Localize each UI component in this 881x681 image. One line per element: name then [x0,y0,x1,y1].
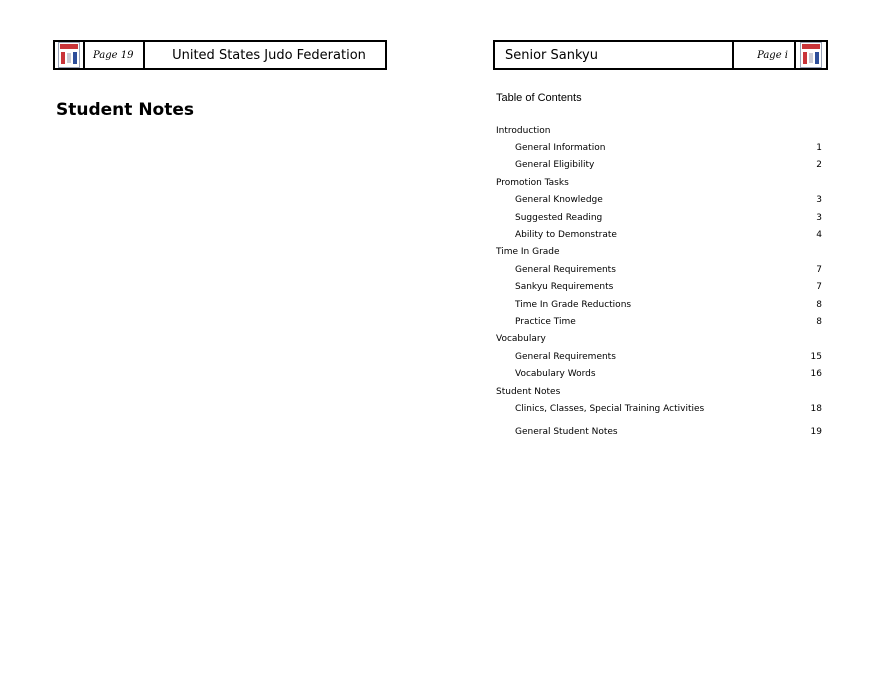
toc-entry-page: 18 [810,403,822,414]
toc-title: Table of Contents [496,92,582,104]
right-header-title: Senior Sankyu [505,47,598,63]
toc-entry-page: 3 [816,212,822,223]
left-header-title-cell [145,42,385,68]
toc-entry-page: 7 [816,264,822,275]
toc-entry[interactable] [496,209,822,226]
toc-entry-page: 1 [816,143,822,154]
toc-entry-label: Introduction [496,125,551,136]
toc-entry-label: General Requirements [515,264,616,275]
toc-section[interactable] [496,383,822,400]
toc-entry-page: 19 [810,427,822,438]
toc-entry-label: Time In Grade [496,247,560,258]
toc-entry-label: Suggested Reading [515,212,603,223]
toc-entry-label: General Knowledge [515,195,603,206]
toc-entry-page: 4 [816,230,822,241]
right-header-title-cell [495,42,734,68]
toc-entry-page: 16 [810,369,822,380]
left-page-header [53,40,387,70]
toc-entry-label: Vocabulary Words [515,369,596,380]
left-header-title: United States Judo Federation [172,47,366,63]
toc-entry-label: Sankyu Requirements [515,282,614,293]
usjf-emblem-icon [800,42,822,68]
toc-entry-page: 3 [816,195,822,206]
toc-section[interactable] [496,122,822,139]
right-page-number-cell [734,42,796,68]
toc-entry-label: Student Notes [496,386,561,397]
toc-entry-label: Time In Grade Reductions [515,299,632,310]
toc-section[interactable] [496,331,822,348]
toc-entry-label: General Information [515,143,606,154]
toc-entry-page: 15 [810,351,822,362]
toc-entry-label: General Student Notes [515,427,618,438]
toc-entry-page: 8 [816,299,822,310]
right-page-header [493,40,828,70]
toc-entry[interactable] [496,261,822,278]
toc-entry[interactable] [496,424,822,441]
toc-entry[interactable] [496,157,822,174]
toc-entry[interactable] [496,139,822,156]
left-page-number-cell [85,42,145,68]
toc-entry-label: Ability to Demonstrate [515,230,617,241]
toc-entry-label: Vocabulary [496,334,546,345]
usjf-logo-left [55,42,85,68]
toc-entry-label: General Requirements [515,351,616,362]
toc-entry[interactable] [496,296,822,313]
toc-entry[interactable] [496,192,822,209]
toc-entry[interactable] [496,400,822,417]
toc-entry-label: Practice Time [515,316,576,327]
left-page-number: Page 19 [93,49,134,61]
usjf-logo-right [796,42,826,68]
toc-entry[interactable] [496,279,822,296]
usjf-emblem-icon [58,42,80,68]
student-notes-heading: Student Notes [56,100,195,120]
toc-entry[interactable] [496,313,822,330]
table-of-contents [496,122,822,441]
toc-entry-label: Promotion Tasks [496,177,569,188]
toc-section[interactable] [496,244,822,261]
toc-entry-page: 8 [816,316,822,327]
toc-section[interactable] [496,174,822,191]
toc-entry-page: 2 [816,160,822,171]
toc-entry-label: Clinics, Classes, Special Training Activities [515,403,705,414]
right-page-number: Page i [757,49,788,61]
toc-entry-page: 7 [816,282,822,293]
toc-entry[interactable] [496,365,822,382]
toc-entry[interactable] [496,348,822,365]
toc-entry-label: General Eligibility [515,160,595,171]
toc-entry[interactable] [496,226,822,243]
